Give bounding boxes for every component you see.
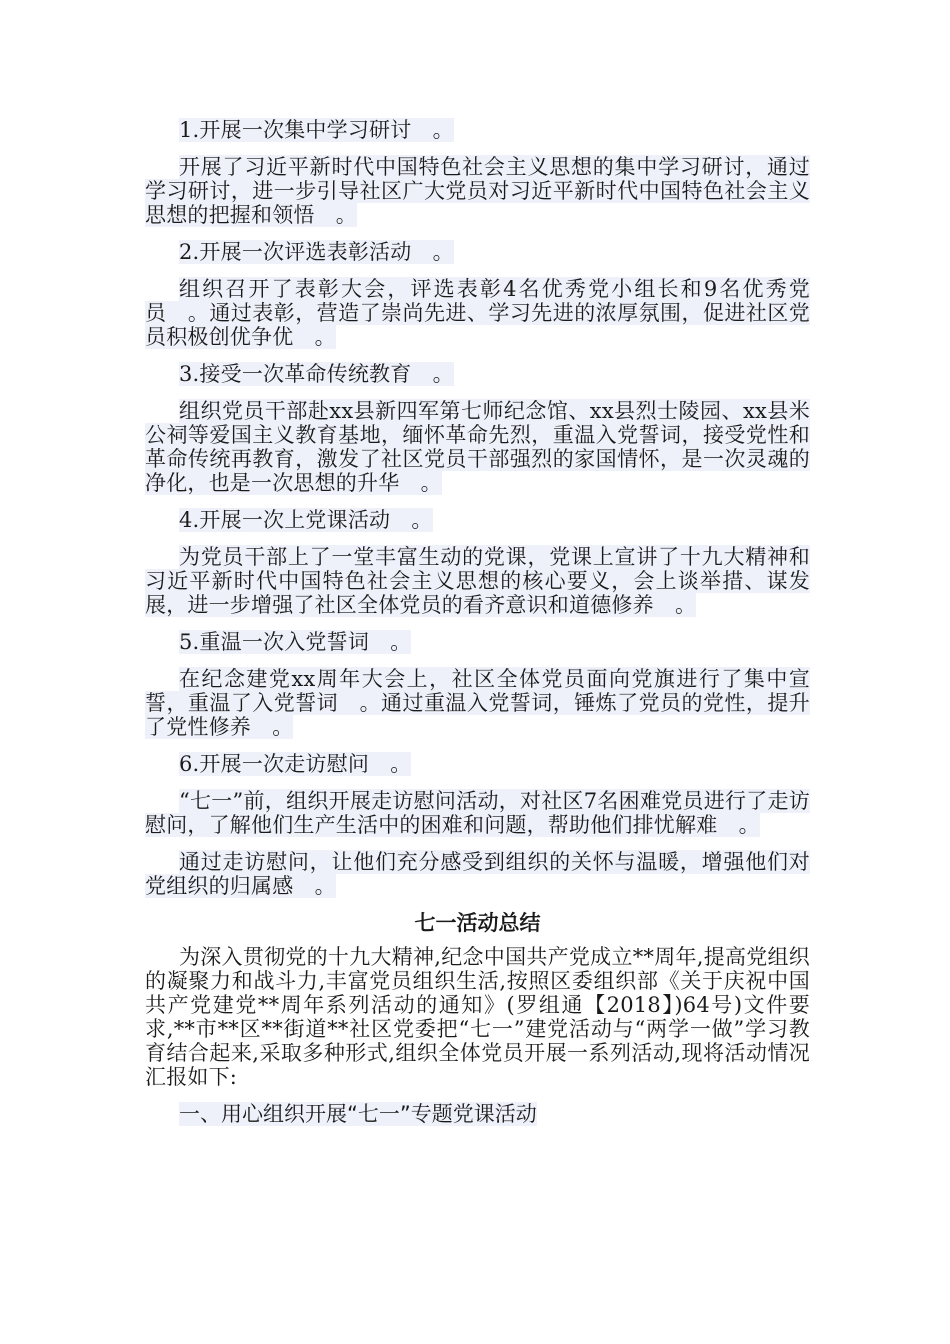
item-paragraph-3 — [145, 399, 810, 495]
section-heading — [145, 1102, 810, 1126]
item-heading-2 — [145, 240, 810, 264]
item-text: 开展了习近平新时代中国特色社会主义思想的集中学习研讨，通过学习研讨，进一步引导社区广大党员对习近平新时代中国特色社会主义思想的把握和领悟 。 — [145, 155, 810, 227]
summary-title: 七一活动总结 — [414, 911, 541, 935]
item-heading-3 — [145, 362, 810, 386]
item-text: 组织召开了表彰大会，评选表彰4名优秀党小组长和9名优秀党员 。通过表彰，营造了崇尚先进、学习先进的浓厚氛围，促进社区党员积极创优争优 。 — [145, 277, 810, 349]
summary-paragraph: 为深入贯彻党的十九大精神,纪念中国共产党成立**周年,提高党组织的凝聚力和战斗力,丰富党员组织生活,按照区委组织部《关于庆祝中国共产党建党**周年系列活动的通知》(罗组通【2018】)64号)文件要求,**市**区**街道**社区党委把“七一”建党活动与“两学一做”学习教育结合起来,采取多种形式,组织全体党员开展一系列活动,现将活动情况汇报如下: — [145, 945, 810, 1089]
item-text: 在纪念建党xx周年大会上，社区全体党员面向党旗进行了集中宣誓，重温了入党誓词 。通过重温入党誓词，锤炼了党员的党性，提升了党性修养 。 — [145, 667, 810, 739]
item-heading-1 — [145, 118, 810, 142]
item-text: 4.开展一次上党课活动 。 — [179, 508, 433, 532]
item-text: “七一”前，组织开展走访慰问活动，对社区7名困难党员进行了走访慰问，了解他们生产生活中的困难和问题，帮助他们排忧解难 。 — [145, 789, 810, 837]
item-text: 3.接受一次革命传统教育 。 — [179, 362, 454, 386]
item-text: 1.开展一次集中学习研讨 。 — [179, 118, 454, 142]
item-paragraph-1 — [145, 155, 810, 227]
item-heading-4 — [145, 508, 810, 532]
item-text: 为党员干部上了一堂丰富生动的党课，党课上宣讲了十九大精神和习近平新时代中国特色社会主义思想的核心要义，会上谈举措、谋发展，进一步增强了社区全体党员的看齐意识和道德修养 。 — [145, 545, 810, 617]
item-paragraph-2 — [145, 277, 810, 349]
item-paragraph-7 — [145, 850, 810, 898]
item-heading-5 — [145, 630, 810, 654]
item-paragraph-5 — [145, 667, 810, 739]
item-paragraph-4 — [145, 545, 810, 617]
item-paragraph-6 — [145, 789, 810, 837]
document-body — [145, 118, 810, 1126]
item-text: 2.开展一次评选表彰活动 。 — [179, 240, 454, 264]
item-text: 5.重温一次入党誓词 。 — [179, 630, 412, 654]
section-heading-text: 一、用心组织开展“七一”专题党课活动 — [179, 1102, 537, 1126]
item-heading-6 — [145, 752, 810, 776]
item-text: 通过走访慰问，让他们充分感受到组织的关怀与温暖，增强他们对党组织的归属感 。 — [145, 850, 810, 898]
item-text: 组织党员干部赴xx县新四军第七师纪念馆、xx县烈士陵园、xx县米公祠等爱国主义教育基地，缅怀革命先烈，重温入党誓词，接受党性和革命传统再教育，激发了社区党员干部强烈的家国情怀，是一次灵魂的净化，也是一次思想的升华 。 — [145, 399, 810, 495]
item-text: 6.开展一次走访慰问 。 — [179, 752, 412, 776]
